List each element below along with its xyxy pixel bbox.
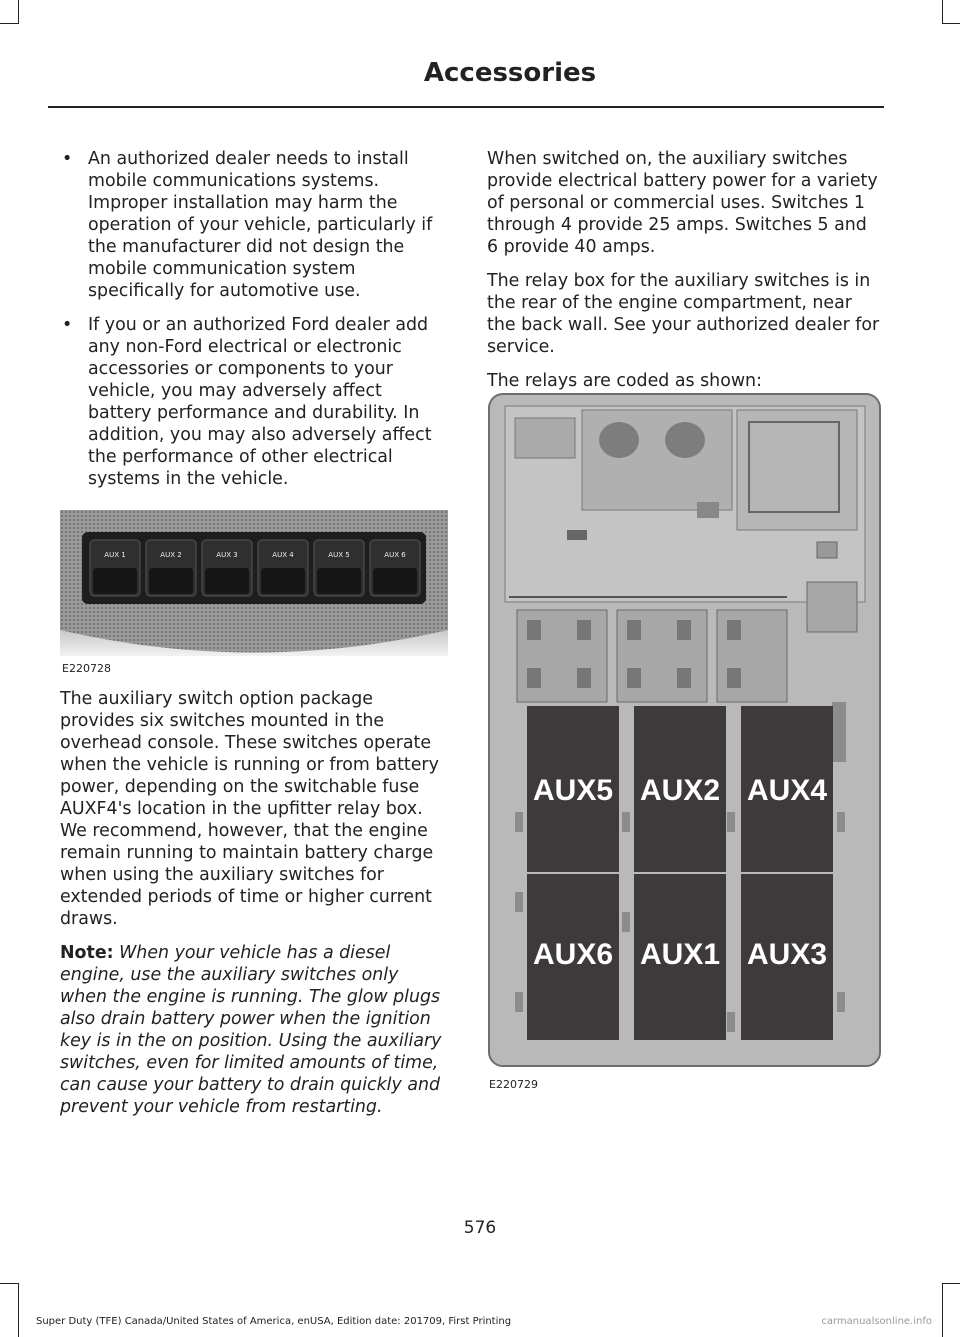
body-paragraph: The relay box for the auxiliary switches is in the rear of the engine compartment, near the back wall. See your authorized dealer for service. — [487, 271, 880, 357]
relay-aux2 — [634, 706, 726, 872]
bullet-item: • An authorized dealer needs to install mobile communications systems. Improper installation may harm the operation of your vehicle, particularly if the manufacturer did not design the mobile communication system specifically for automotive use. — [60, 148, 450, 302]
relay-aux1 — [634, 874, 726, 1040]
relay-label: AUX3 — [746, 938, 828, 971]
aux-switch — [90, 540, 140, 596]
crop-mark — [942, 1283, 960, 1284]
note-paragraph — [60, 942, 450, 1118]
footer-text: Super Duty (TFE) Canada/United States of America, enUSA, Edition date: 201709, First Printing — [36, 1316, 512, 1327]
relay-label: AUX6 — [532, 938, 614, 971]
note-text: When your vehicle has a diesel engine, use the auxiliary switches only when the engine is running. The glow plugs also drain battery power when the ignition key is in the on position. Using the auxiliary switches, even for limited amounts of time, can cause your battery to drain quickly and prevent your vehicle from restarting. — [60, 943, 442, 1117]
figure-relay-box — [487, 392, 882, 1068]
aux-switch — [370, 540, 420, 596]
relay-aux6 — [527, 874, 619, 1040]
relay-aux5 — [527, 706, 619, 872]
aux-switch-label: AUX 5 — [328, 551, 350, 559]
relay-label: AUX5 — [532, 774, 614, 807]
aux-switch — [258, 540, 308, 596]
crop-mark — [18, 1283, 19, 1337]
header-divider — [48, 106, 884, 108]
aux-switch-label: AUX 4 — [272, 551, 294, 559]
crop-mark — [18, 0, 19, 24]
relay-label: AUX4 — [746, 774, 828, 807]
aux-switch-label: AUX 1 — [104, 551, 126, 559]
figure-code: E220729 — [489, 1078, 538, 1091]
aux-switch — [202, 540, 252, 596]
body-paragraph: The auxiliary switch option package provides six switches mounted in the overhead console. These switches operate when the vehicle is running or from battery power, depending on the switchable fuse AUXF4's location in the upfitter relay box. We recommend, however, that the engine remain running to maintain battery charge when using the auxiliary switches for extended periods of time or higher current draws. — [60, 689, 439, 929]
page-number: 576 — [463, 1218, 497, 1238]
crop-mark — [942, 23, 960, 24]
crop-mark — [0, 23, 18, 24]
page-title: Accessories — [423, 58, 597, 88]
relay-label: AUX1 — [639, 938, 721, 971]
aux-switch-label: AUX 2 — [160, 551, 182, 559]
bullet-list — [60, 148, 450, 490]
note-label: Note: — [60, 943, 114, 963]
relay-aux4 — [741, 706, 833, 872]
aux-switch — [314, 540, 364, 596]
relay-aux3 — [741, 874, 833, 1040]
crop-mark — [0, 1283, 18, 1284]
aux-switch — [146, 540, 196, 596]
figure-code: E220728 — [62, 662, 111, 675]
bullet-item: • If you or an authorized Ford dealer add any non-Ford electrical or electronic accessories or components to your vehicle, you may adversely affect battery performance and durability. In addition, you may also adversely affect the performance of other electrical systems in the vehicle. — [60, 314, 450, 490]
left-column-lower — [60, 688, 450, 1130]
crop-mark — [942, 1283, 943, 1337]
aux-switch-label: AUX 6 — [384, 551, 406, 559]
relay-label: AUX2 — [639, 774, 721, 807]
relay-box-image — [487, 392, 882, 1068]
left-column — [60, 148, 450, 502]
body-paragraph: When switched on, the auxiliary switches provide electrical battery power for a variety of personal or commercial uses. Switches 1 through 4 provide 25 amps. Switches 5 and 6 provide 40 amps. — [487, 149, 878, 257]
watermark: carmanualsonline.info — [821, 1316, 932, 1327]
figure-overhead-switches — [60, 510, 448, 656]
aux-switch-label: AUX 3 — [216, 551, 238, 559]
body-paragraph: The relays are coded as shown: — [487, 371, 762, 391]
overhead-console-image — [60, 510, 448, 656]
right-column — [487, 148, 882, 404]
crop-mark — [942, 0, 943, 24]
